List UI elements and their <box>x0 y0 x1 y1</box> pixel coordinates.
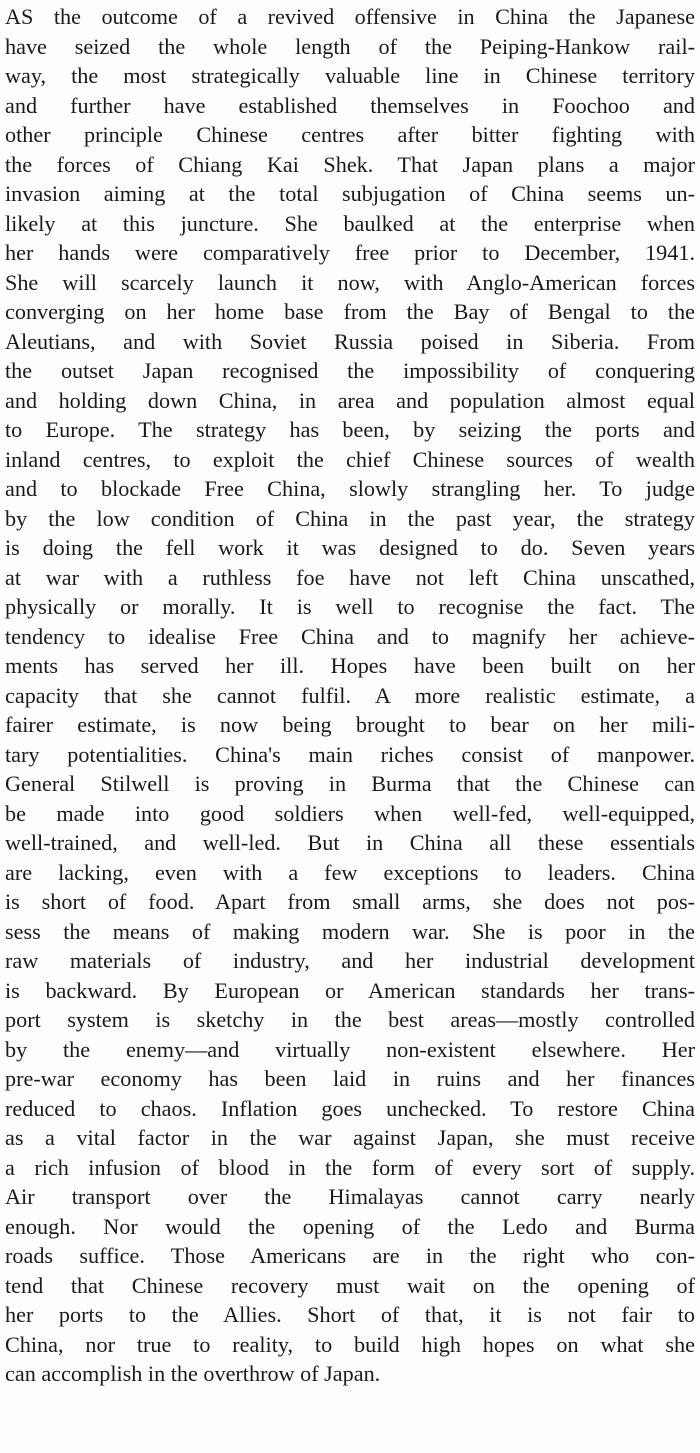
article-line: pre-war economy has been laid in ruins and her finances <box>5 1066 695 1091</box>
article-line: enough. Nor would the opening of the Ledo and Burma <box>5 1213 695 1239</box>
article-line: tend that Chinese recovery must wait on the opening of <box>5 1272 695 1298</box>
article-line: well-trained, and well-led. But in China all these essentials <box>5 830 695 855</box>
article-line: likely at this juncture. She baulked at the enterprise when <box>5 210 695 236</box>
article-line: is short of food. Apart from small arms, she does not pos- <box>5 889 695 914</box>
article-line: tendency to idealise Free China and to magnify her achieve- <box>5 623 695 649</box>
article-line: inland centres, to exploit the chief Chinese sources of wealth <box>5 446 695 472</box>
article-line: China, nor true to reality, to build high hopes on what she <box>5 1331 695 1357</box>
article-line: be made into good soldiers when well-fed, well-equipped, <box>5 800 695 826</box>
article-line: physically or morally. It is well to recognise the fact. The <box>5 594 695 619</box>
article-line: the forces of Chiang Kai Shek. That Japan plans a major <box>5 151 695 177</box>
article-line: invasion aiming at the total subjugation of China seems un- <box>5 181 695 206</box>
article-line: General Stilwell is proving in Burma that the Chinese can <box>5 771 695 796</box>
article-body <box>5 2 695 1389</box>
article-line: other principle Chinese centres after bitter fighting with <box>5 122 695 147</box>
article-line: roads suffice. Those Americans are in the right who con- <box>5 1243 695 1268</box>
article-line: at war with a ruthless foe have not left China unscathed, <box>5 564 695 590</box>
article-line: is backward. By European or American standards her trans- <box>5 977 695 1003</box>
article-line: are lacking, even with a few exceptions to leaders. China <box>5 859 695 885</box>
article-line: raw materials of industry, and her industrial development <box>5 948 695 973</box>
article-line: to Europe. The strategy has been, by seizing the ports and <box>5 417 695 442</box>
article-line: port system is sketchy in the best areas—mostly controlled <box>5 1007 695 1032</box>
article-line: by the enemy—and virtually non-existent elsewhere. Her <box>5 1036 695 1062</box>
article-line: Air transport over the Himalayas cannot carry nearly <box>5 1184 695 1209</box>
article-line: reduced to chaos. Inflation goes unchecked. To restore China <box>5 1095 695 1121</box>
article-line: way, the most strategically valuable line in Chinese territory <box>5 63 695 88</box>
article-line: fairer estimate, is now being brought to bear on her mili- <box>5 712 695 737</box>
article-line: have seized the whole length of the Peiping-Hankow rail- <box>5 33 695 59</box>
article-line: sess the means of making modern war. She is poor in the <box>5 918 695 944</box>
article-line: capacity that she cannot fulfil. A more realistic estimate, a <box>5 682 695 708</box>
article-line: and holding down China, in area and population almost equal <box>5 387 695 413</box>
article-line: ments has served her ill. Hopes have been built on her <box>5 653 695 678</box>
article-line: is doing the fell work it was designed to do. Seven years <box>5 535 695 560</box>
article-line: She will scarcely launch it now, with Anglo-American forces <box>5 269 695 295</box>
article-line: the outset Japan recognised the impossibility of conquering <box>5 358 695 383</box>
article-line: as a vital factor in the war against Japan, she must receive <box>5 1125 695 1150</box>
article-line: Aleutians, and with Soviet Russia poised in Siberia. From <box>5 328 695 354</box>
article-line: her hands were comparatively free prior to December, 1941. <box>5 240 695 265</box>
article-line: AS the outcome of a revived offensive in China the Japanese <box>5 4 695 29</box>
article-line: and further have established themselves in Foochoo and <box>5 92 695 118</box>
article-line: can accomplish in the overthrow of Japan. <box>5 1361 381 1386</box>
article-line: a rich infusion of blood in the form of every sort of supply. <box>5 1154 695 1180</box>
article-line: by the low condition of China in the past year, the strategy <box>5 505 695 531</box>
article-line: her ports to the Allies. Short of that, it is not fair to <box>5 1302 695 1327</box>
article-line: converging on her home base from the Bay of Bengal to the <box>5 299 695 324</box>
article-line: and to blockade Free China, slowly strangling her. To judge <box>5 476 695 501</box>
article-line: tary potentialities. China's main riches consist of manpower. <box>5 741 695 767</box>
